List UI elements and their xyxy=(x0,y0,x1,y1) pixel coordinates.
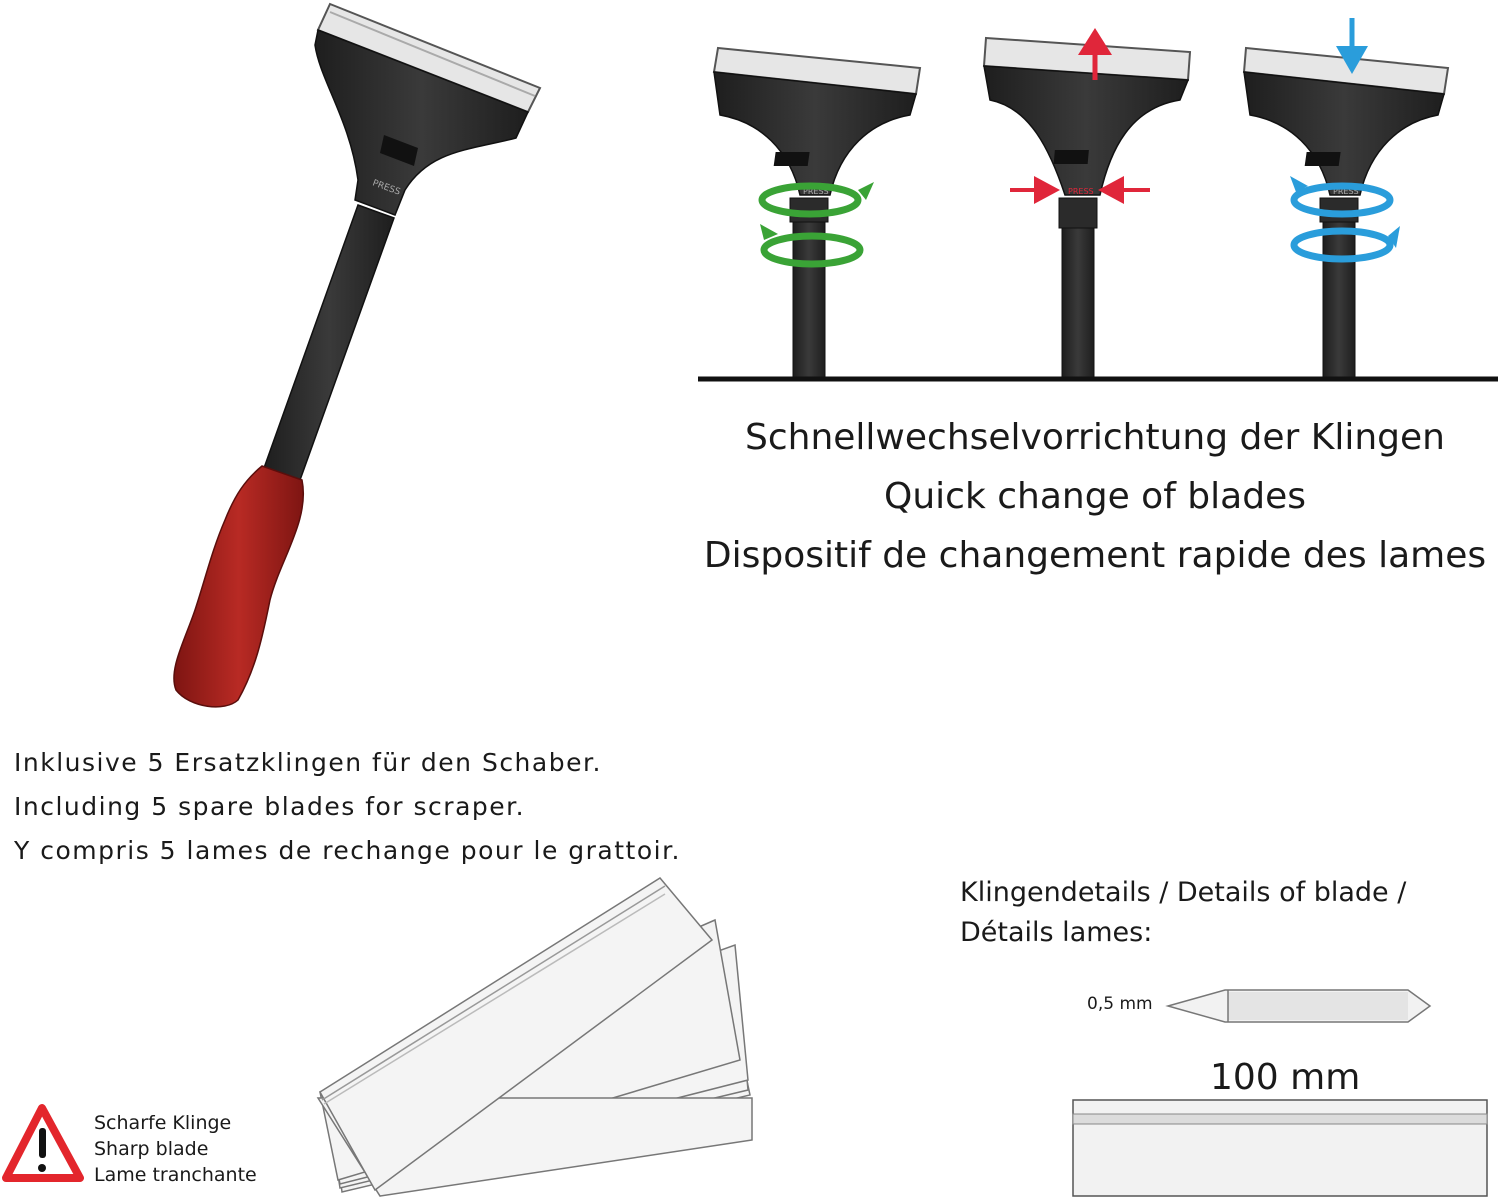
press-label: PRESS xyxy=(370,178,402,198)
warning-triangle-icon xyxy=(6,1108,80,1178)
blade-thickness-label: 0,5 mm xyxy=(1087,994,1153,1014)
blade-details-title-2: Détails lames: xyxy=(960,917,1153,948)
blade-cross-section-icon xyxy=(1168,990,1430,1022)
warning-de: Scharfe Klinge xyxy=(94,1112,232,1134)
spare-blades-illustration xyxy=(318,878,752,1196)
press-label: PRESS xyxy=(1068,187,1094,196)
warning-en: Sharp blade xyxy=(94,1138,209,1160)
press-label: PRESS xyxy=(1333,187,1359,196)
spare-blades-fr: Y compris 5 lames de rechange pour le grattoir. xyxy=(14,836,682,865)
scraper-step-press xyxy=(984,28,1190,377)
warning-fr: Lame tranchante xyxy=(94,1164,257,1186)
blade-length-label: 100 mm xyxy=(1210,1057,1361,1098)
spare-blades-en: Including 5 spare blades for scraper. xyxy=(14,792,526,821)
quick-change-de: Schnellwechselvorrichtung der Klingen xyxy=(745,417,1445,458)
blade-details-title-1: Klingendetails / Details of blade / xyxy=(960,877,1407,908)
scraper-step-lock xyxy=(1244,18,1448,377)
scraper-step-rotate xyxy=(714,48,920,377)
scraper-illustration xyxy=(174,4,540,707)
blade-front-view xyxy=(1073,1100,1487,1196)
spare-blades-de: Inklusive 5 Ersatzklingen für den Schaber. xyxy=(14,748,602,777)
quick-change-en: Quick change of blades xyxy=(884,476,1306,517)
quick-change-fr: Dispositif de changement rapide des lames xyxy=(703,535,1487,576)
press-label: PRESS xyxy=(803,187,829,196)
